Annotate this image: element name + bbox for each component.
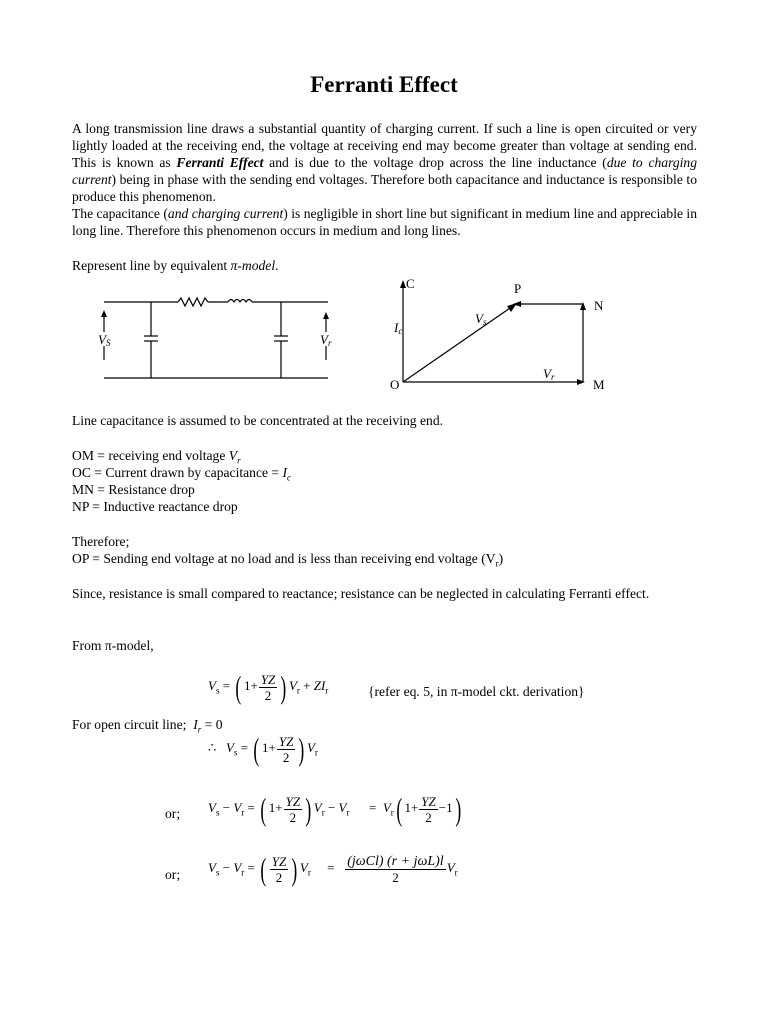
assumption-text: Line capacitance is assumed to be concentrated at the receiving end. <box>72 413 444 428</box>
point-p-label: P <box>514 281 522 296</box>
point-n-label: N <box>594 298 604 313</box>
point-c-label: C <box>406 276 415 291</box>
point-o-label: O <box>390 377 400 392</box>
definition-oc: OC = Current drawn by capacitance = $I_c$ <box>72 465 292 483</box>
from-pi-model: From π-model, <box>72 638 154 653</box>
phasor-diagram <box>385 272 625 398</box>
represent-line: Represent line by equivalent π-model. <box>72 258 279 273</box>
vr-label: Vr <box>320 332 332 348</box>
intro-paragraph-1: A long transmission line draws a substantial quantity of charging current. If such a line is open circuited or very lightly loaded at the receiving end, the voltage at receiving end may become greater than voltage at sending end. This is known as Ferranti Effect and is due to the voltage drop across the line inductance (due to charging current) being in phase with the sending end voltages. Therefore both capacitance and inductance is responsible to produce this phenomenon. <box>72 121 698 204</box>
definition-np: NP = Inductive reactance drop <box>72 499 238 514</box>
equation-4: $V_s - V_r$ = ( $\frac{YZ}{2}$ ) $V_r$ = $\frac{\text{(jωCl) (r + jωL)l}}{2}$ $V_r$ <box>208 851 458 887</box>
intro-paragraph-2: The capacitance (and charging current) is negligible in short line but significant in medium line and appreciable in long line. Therefore this phenomenon occurs in medium and long lines. <box>72 206 698 238</box>
vs-phasor-label: Vs <box>475 311 487 327</box>
op-definition: OP = Sending end voltage at no load and is less than receiving end voltage $(V_r)$ <box>72 551 504 569</box>
vs-label: VS <box>98 332 111 348</box>
since-paragraph: Since, resistance is small compared to reactance; resistance can be neglected in calculating Ferranti effect. <box>72 586 650 601</box>
point-m-label: M <box>593 377 605 392</box>
therefore-text: Therefore; <box>72 534 130 549</box>
ic-label: Ic <box>394 320 403 336</box>
definition-mn: MN = Resistance drop <box>72 482 195 497</box>
equation-1-reference: {refer eq. 5, in π-model ckt. derivation} <box>368 684 585 699</box>
definition-om: OM = receiving end voltage $V_r$ <box>72 448 241 466</box>
pi-model-circuit <box>90 290 350 390</box>
equation-3: $V_s - V_r$ = ( 1+ $\frac{YZ}{2}$ ) $V_r - V_r$ = $V_r$( 1+ $\frac{YZ}{2}$ −1) <box>208 791 461 827</box>
or-label-2: or; <box>165 867 181 882</box>
page-title: Ferranti Effect <box>310 72 458 97</box>
or-label-1: or; <box>165 806 181 821</box>
equation-2: ∴ $V_s$ = ( 1+ $\frac{YZ}{2}$ ) $V_r$ <box>208 731 318 767</box>
open-circuit-line: For open circuit line; $I_r = 0$ <box>72 717 223 735</box>
vr-phasor-label: Vr <box>543 366 555 382</box>
equation-1: $V_s$ = ( 1+ $\frac{YZ}{2}$ ) $V_r + ZI_r$ <box>208 669 329 705</box>
